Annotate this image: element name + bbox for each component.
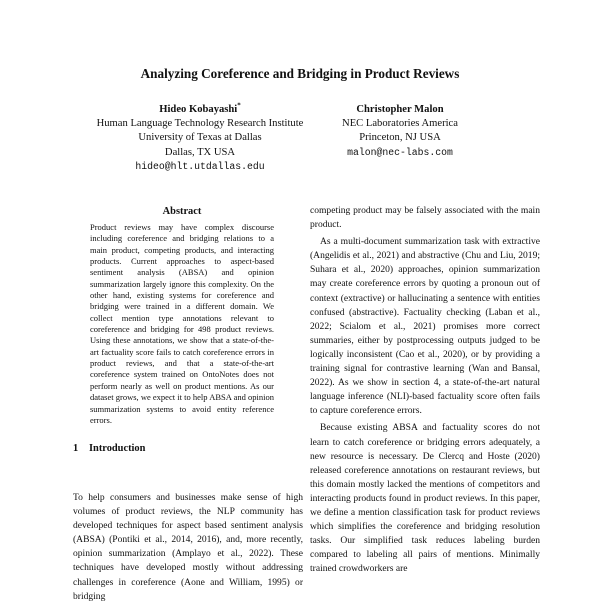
author-affiliation: Human Language Technology Research Institute (96, 118, 304, 130)
author-location: Princeton, NJ USA (359, 132, 441, 144)
section-heading-introduction (73, 443, 303, 454)
author-affiliation: NEC Laboratories America (342, 118, 458, 130)
abstract-heading: Abstract (162, 206, 202, 217)
author-email[interactable]: hideo@hlt.utdallas.edu (135, 160, 265, 172)
footnote-mark: * (237, 101, 241, 110)
paper-title: Analyzing Coreference and Bridging in Product Reviews (140, 66, 460, 81)
introduction-paragraph: To help consumers and businesses make sense of high volumes of product reviews, the NLP community has developed techniques for aspect based sentiment analysis (ABSA) (Pontiki et al., 2014, 2016), and, more recently, opinion summarization (Amplayo et al., 2022). These techniques have developed mostly without addressing challenges in coreference (Aone and William, 1995) or bridging (73, 492, 303, 602)
abstract-text: Product reviews may have complex discourse including coreference and bridging relations to a main product, competing products, and interacting products. Current approaches to aspect-based sentiment analysis (ABSA) and opinion summarization largely ignore this complexity. On the other hand, existing systems for coreference and bridging were trained in a different domain. We collect mention type annotations relevant to coreference and bridging for 498 product reviews. Using these annotations, we show that a state-of-the-art factuality score fails to catch coreference errors in product reviews, and that a state-of-the-art coreference system trained on OntoNotes does not perform nearly as well on product mentions. As our dataset grows, we expect it to help ABSA and opinion summarization systems to avoid entity reference errors. (90, 222, 274, 425)
author-block-kobayashi (70, 103, 330, 174)
body-paragraph: Because existing ABSA and factuality scores do not learn to catch coreference or bridging errors adequately, a new resource is necessary. De Clercq and Hoste (2020) released coreference annotations on restaurant reviews, but this domain mostly lacked the mentions of competitors and interacting products found in product reviews. In this paper, we define a mention classification task for product reviews which simplifies the coreference and bridging resolution tasks. Our simplified task reduces labeling burden compared to labeling all pairs of mentions. Minimally trained crowdworkers are (310, 422, 540, 575)
author-email[interactable]: malon@nec-labs.com (347, 146, 453, 158)
body-paragraph: competing product may be falsely associated with the main product. (310, 205, 540, 231)
author-block-malon (318, 103, 482, 160)
right-column (310, 204, 540, 576)
author-location: Dallas, TX USA (164, 146, 236, 158)
body-paragraph: As a multi-document summarization task with extractive (Angelidis et al., 2021) and abstractive (Chu and Liu, 2019; Suhara et al., 2020) approaches, opinion summarization may create coreference errors by quoting a pronoun out of context (extractive) or hallucinating a sentence with entities confused (abstractive). Factuality checking (Laban et al., 2022; Scialom et al., 2021) promises more correct summaries, either by postprocessing outputs judged to be logically inconsistent (Cao et al., 2020), or by providing a training signal for contrastive learning (Wan and Bansal, 2022). As we show in section 4, a state-of-the-art natural language inference (NLI)-based factuality score often fails to capture coreference errors. (310, 236, 540, 417)
author-name: Christopher Malon (356, 104, 444, 115)
author-name: Hideo Kobayashi* (159, 101, 241, 115)
section-title: Introduction (89, 443, 146, 454)
section-number: 1 (73, 443, 79, 454)
author-university: University of Texas at Dallas (138, 132, 262, 144)
